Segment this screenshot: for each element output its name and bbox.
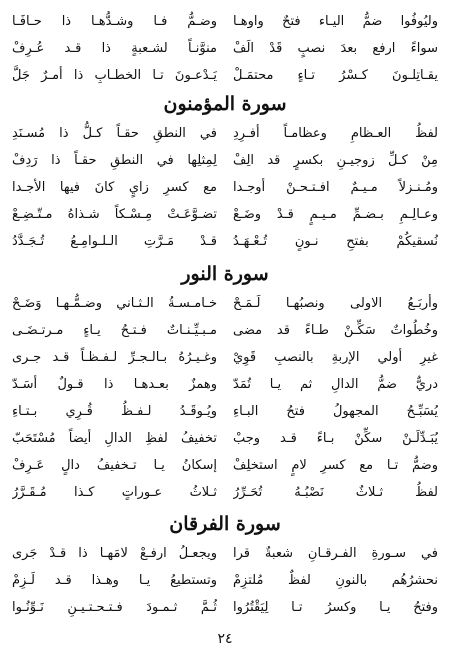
verse-first-hemistich: يُبَـدِّلَـنْ سكِّنْ بـاءً قـد وجبْ (233, 431, 438, 446)
verse-second-hemistich: مـبـيِّـنـاتٌ فـتـحُ يـاءٍ مـرتـضَـى (12, 323, 217, 338)
verse-line (0, 8, 450, 35)
verse-line (0, 425, 450, 452)
verse-second-hemistich: يَـدْعـونَ تـا الخطـابِ ذا أمـرٌ جَلَّ (12, 68, 217, 83)
verse-first-hemistich: في سـورةِ الفـرقـانِ شعبةٌ قرا (233, 546, 438, 561)
verse-first-hemistich: ومُـنـزلاً مـيـمٌ افـتـحـنْ أوجـدا (233, 180, 438, 195)
verse-first-hemistich: غيرِ أولي الإربةِ بالنصبِ قَوِيْ (233, 350, 438, 365)
verse-first-hemistich: نحشرُهُم بالنونِ لفظٌ مُلتزِمْ (233, 573, 438, 588)
verse-second-hemistich: منوَّنـاً لشـعبةٍ ذا قـد عُـرِفْ (12, 41, 217, 56)
verse-second-hemistich: قـدْ مَـرَّتِ الـلـوامِـعُ تُـجَـدَّدُ (12, 234, 217, 249)
verse-second-hemistich: ويُـوقَـدُ لـفـظُ قُـرِي بـتـاءِ (12, 404, 217, 419)
verse-second-hemistich: مع كسرِ زايٍ كانَ فيها الأجـدا (12, 180, 217, 195)
verse-first-hemistich: وليُوفُوا ضمُّ اليـاء فتحٌ واوهـا (233, 14, 438, 29)
verse-line (0, 344, 450, 371)
section-title-an-nur: سورة النور (181, 263, 269, 285)
verse-second-hemistich: لِمِثلِها في النطقِ حقـاً ذا رَدِفْ (12, 153, 217, 168)
page-number: ٢٤ (217, 631, 233, 647)
verse-first-hemistich: دريٌّ ضمُّ الدالِ ثم يـا تُمَدّ (233, 377, 438, 392)
verse-line (0, 567, 450, 594)
verse-second-hemistich: ثـلاثُ عـوراتٍ كـذا مُـقَـرَّرُ (12, 485, 217, 500)
verse-line (0, 290, 450, 317)
verse-second-hemistich: في النطقِ حقـاً كـلُّ ذا مُسـنَدِ (12, 126, 217, 141)
verse-second-hemistich: وضـمُّ فـا وشـدُّهـا ذا حـافَـا (12, 14, 217, 29)
verse-first-hemistich: وأربَـعُ الاولى ونصبُهـا لَـمَـحْ (233, 296, 438, 311)
verse-second-hemistich: خـامـسـةُ الـثـاني وضـمُّـهـا وَضَـحْ (12, 296, 217, 311)
verse-first-hemistich: سواءً ارفع بعدَ نصبٍ قَدْ الَفْ (233, 41, 438, 56)
verse-first-hemistich: مِنْ كـلِّ زوجيـنِ بكسرٍ قد الِفْ (233, 153, 438, 168)
verse-line (0, 317, 450, 344)
verse-first-hemistich: يُسَبِّـحُ المجهولُ فتحُ البـاءِ (233, 404, 438, 419)
verse-first-hemistich: وضمُّ تـا مع كسرِ لامٍ استخلِفْ (233, 458, 438, 473)
verse-line (0, 398, 450, 425)
verse-second-hemistich: وهمزٌ بعـدهـا ذا قـولٌ أسَـدّ (12, 377, 217, 392)
verse-second-hemistich: تضـوَّعَـتْ مِـسْـكاً شـذاهُ مـتّـضِـعْ (12, 207, 217, 222)
verse-line (0, 594, 450, 621)
section-title-al-muminun: سورة المؤمنون (163, 93, 287, 115)
verse-line (0, 452, 450, 479)
verse-first-hemistich: وعـالِـمِ بـضـمِّ مـيـمٍ قـدْ وضَـعْ (233, 207, 438, 222)
section-title-al-furqan: سورة الفرقان (169, 513, 281, 535)
verse-first-hemistich: نُسقيكُمْ بفتحِ نـونٍ تُـعْـهَـدُ (233, 234, 438, 249)
verse-second-hemistich: وغـيـرُهُ بـالـجـرِّ لـفـظـاً قـد جـرى (12, 350, 217, 365)
verse-line (0, 120, 450, 147)
verse-line (0, 479, 450, 506)
verse-line (0, 35, 450, 62)
verse-second-hemistich: تخفيفُ لفظِ الدالِ أيضاً مُسْتَحَبّ (12, 431, 217, 446)
verse-line (0, 540, 450, 567)
verse-first-hemistich: لفظُ ثـلاثٌ نَصْبُـهُ تُحَـرِّرُ (233, 485, 438, 500)
verse-second-hemistich: وتستطيعُ يـا وهـذا قـد لَـزِمْ (12, 573, 217, 588)
verse-second-hemistich: إسكانُ يـا تـخفيفُ دالٍ عَـرِفْ (12, 458, 217, 473)
verse-line (0, 371, 450, 398)
verse-first-hemistich: يقـاتِلـونَ كـسْرُ تـاءٍ محتمَـلْ (233, 68, 438, 83)
verse-first-hemistich: لفظُ العـظامِ وعظامـاً أفـرِدِ (233, 126, 438, 141)
verse-first-hemistich: وخُطُواتٌ سَكِّـنْ طـاءً قد مضى (233, 323, 438, 338)
verse-second-hemistich: ويجعـلُ ارفـعْ لامَهـا ذا قـدْ جَرى (12, 546, 217, 561)
verse-first-hemistich: وفتحُ يـا وكسرُ تـا لِيَقْتُرُوا (233, 600, 438, 615)
verse-line (0, 147, 450, 174)
verse-second-hemistich: ثُـمَّ ثـمـودَ فـتـحـتـيـنِ نَـوِّنُـوا (12, 600, 217, 615)
verse-line (0, 62, 450, 89)
verse-line (0, 228, 450, 255)
verse-line (0, 174, 450, 201)
verse-line (0, 201, 450, 228)
